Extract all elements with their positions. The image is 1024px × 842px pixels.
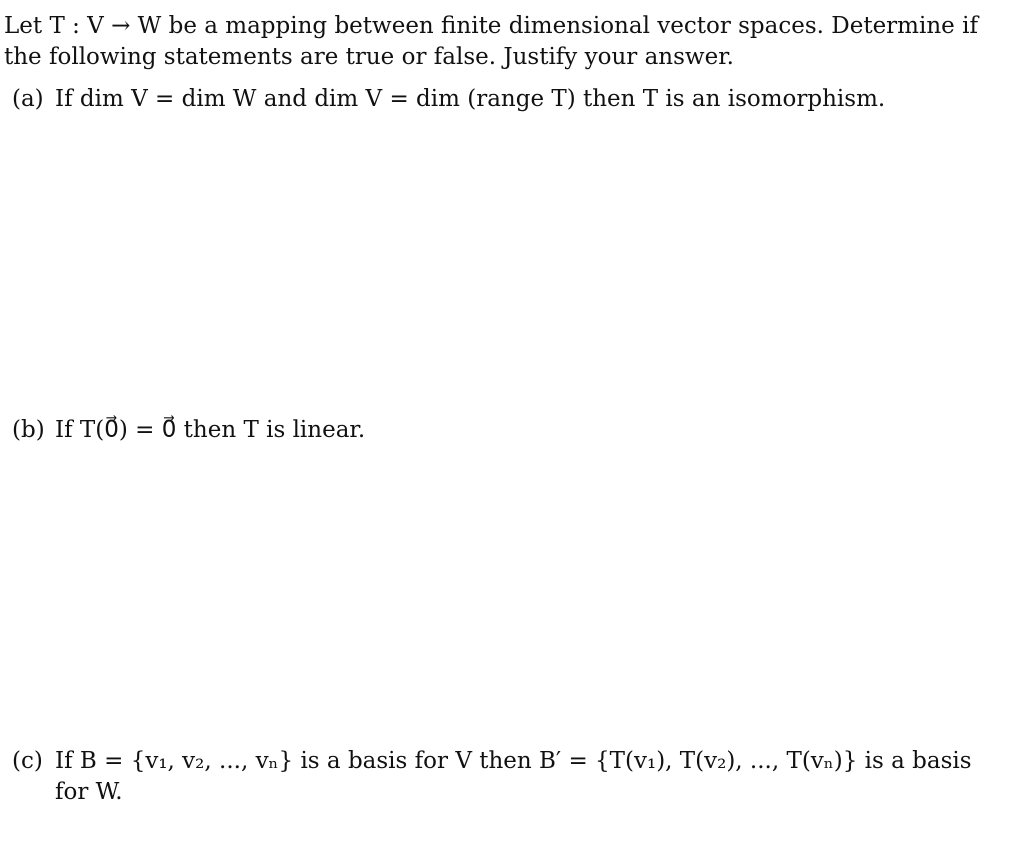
question-c-text-line-1: If B = {v₁, v₂, ..., vₙ} is a basis for V then B′ = {T(v₁), T(v₂), ..., T(vₙ)} is a basis (55, 748, 972, 774)
question-c-text-line-2: for W. (55, 779, 123, 805)
question-b (12, 415, 365, 445)
question-a (12, 84, 885, 114)
question-b-text: If T(0⃗) = 0⃗ then T is linear. (55, 417, 366, 443)
question-a-label: (a) (12, 86, 44, 112)
problem-intro-line-1: Let T : V → W be a mapping between finite dimensional vector spaces. Determine if (4, 13, 978, 39)
question-c-label: (c) (12, 748, 43, 774)
question-c-line-1 (12, 746, 972, 776)
question-a-text: If dim V = dim W and dim V = dim (range T) then T is an isomorphism. (55, 86, 886, 112)
question-b-label: (b) (12, 417, 45, 443)
problem-intro-line-2: the following statements are true or false. Justify your answer. (4, 44, 734, 70)
